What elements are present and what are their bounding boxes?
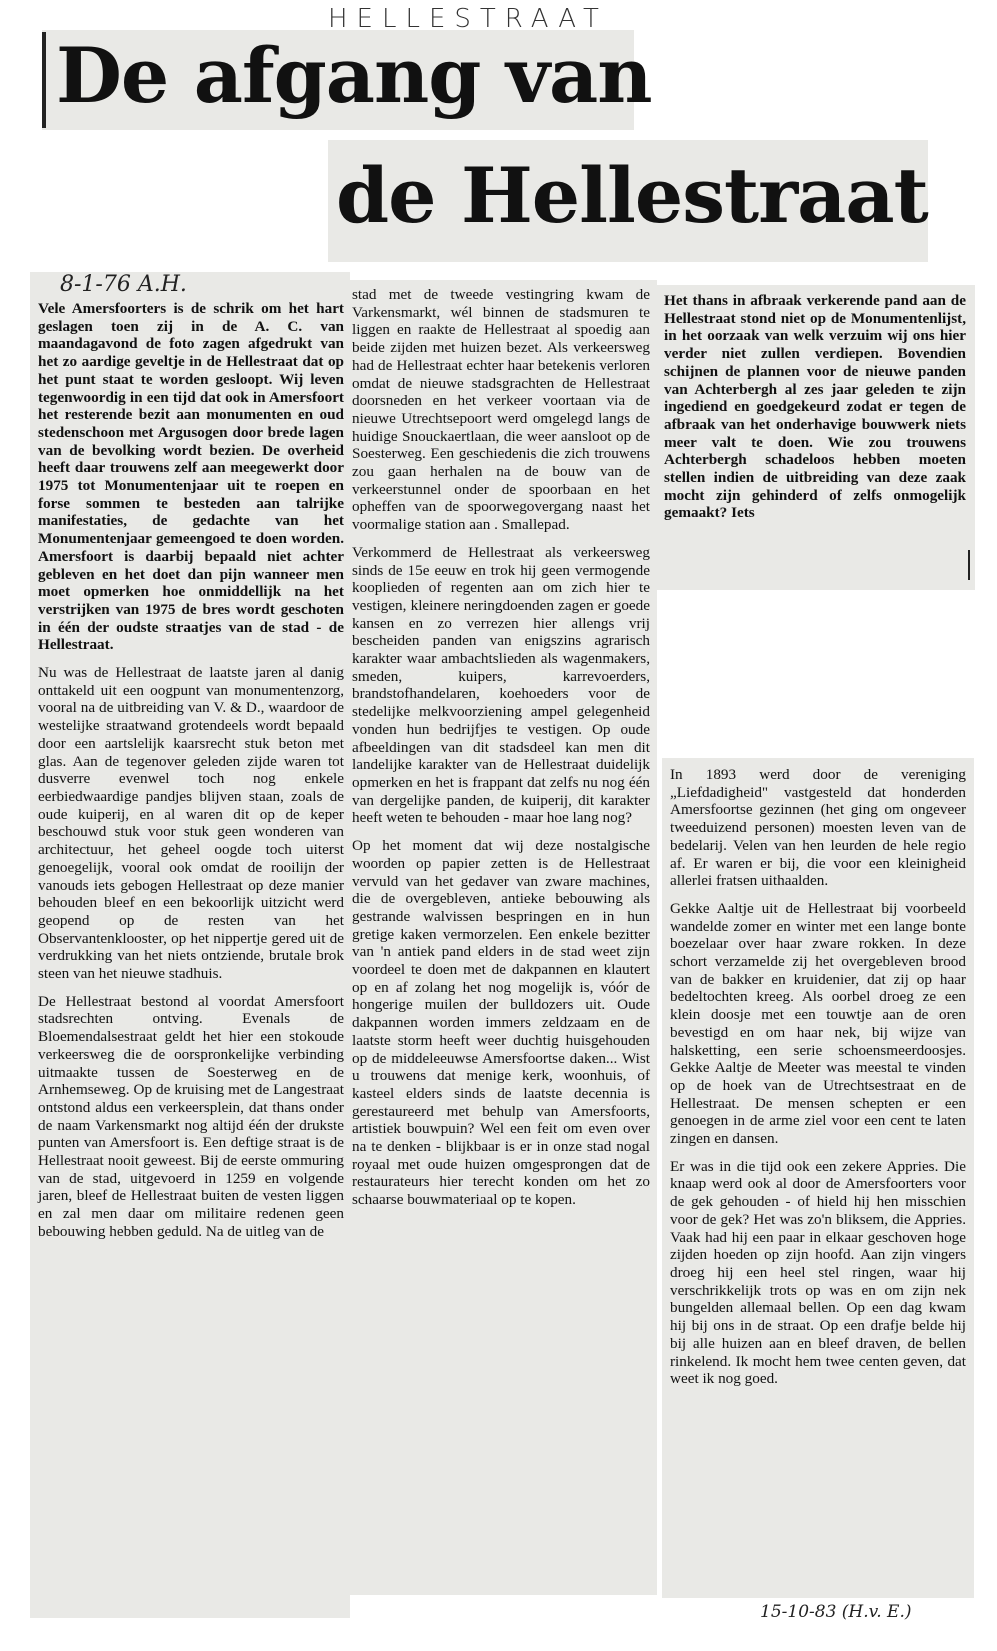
column1-paragraph: Nu was de Hellestraat de laatste jaren al danig onttakeld uit een oogpunt van monumentenzorg, vooral na de uitbreiding van V. & D., waardoor de westelijke straatwand grotendeels wordt bepaald door een aartslelijk kaarsrecht stuk beton met glas. Aan de tegenover geleden zijde waren tot dusverre evenwel toch nog enkele eerbiedwaardige pandjes blijven staan, zoals de oude kuiperij, en al waren dit op de keper beschouwd stuk voor stuk geen wonderen van architectuur, het geheel oogde toch uiterst genoegelijk, vooral ook omdat de rooilijn der vanouds iets gebogen Hellestraat op deze manier behouden bleef en een bekoorlijk uitzicht werd geopend op de resten van het Observantenklooster, op het nippertje gered uit de verdrukking van het niets ontziende, brutale brok steen van het nieuwe stadhuis. [38, 664, 344, 983]
handwritten-title-note: HELLESTRAAT [328, 4, 608, 34]
column4-paragraph: In 1893 werd door de vereniging „Liefdadigheid" vastgesteld dat honderden Amersfoortse gezinnen (het ging om ongeveer tweeduizend personen) moesten leven van de bedelarij. Velen van hen leurden de hele regio af. Er waren er bij, die voor een kleinigheid allerlei fratsen uithaalden. [670, 766, 966, 890]
headline-line-1: De afgang van [56, 31, 652, 120]
headline-left-rule [42, 32, 46, 128]
column1-paragraph: Vele Amersfoorters is de schrik om het hart geslagen toen zij in de A. C. van maandagavond de foto zagen afgedrukt van het zo aardige geveltje in de Hellestraat dat op het punt staat te worden gesloopt. Wij leven tegenwoordig in een tijd dat ook in Amersfoort het resterende bezit aan monumenten en oud stedenschoon met Argusogen door brede lagen van de bevolking wordt bezien. De overheid heeft daar trouwens zelf aan meegewerkt door 1975 tot Monumentenjaar uit te roepen en forse sommen te besteden aan talrijke manifestaties, de gedachte van het Monumentenjaar gemeengoed te doen worden. Amersfoort is daarbij bepaald niet achter gebleven en het doet dan pijn wanneer men moet opmerken hoe onmiddellijk na het verstrijken van 1975 de bres wordt geschoten in één der oudste straatjes van de stad - de Hellestraat. [38, 300, 344, 654]
handwritten-date-bottom: 15-10-83 (H.v. E.) [760, 1602, 912, 1622]
column3-paragraph: Het thans in afbraak verkerende pand aan de Hellestraat stond niet op de Monumentenlijst, in het oorzaak van welk verzuim wij ons hier verder niet zullen verdiepen. Bovendien schijnen de plannen voor de nieuwe panden van Achterbergh al zes jaar geleden te zijn ingediend en goedgekeurd zodat er tegen de afbraak van het onderhavige bouwwerk niets meer valt te doen. Wie zou trouwens Achterbergh schadeloos hebben moeten stellen indien de uitbreiding van deze zaak mocht zijn gehinderd of zelfs onmogelijk gemaakt? Iets [664, 292, 966, 522]
headline-line-2: de Hellestraat [336, 151, 928, 240]
column3-end-mark [968, 550, 970, 580]
column2-paragraph: stad met de tweede vestingring kwam de Varkensmarkt, wél binnen de stadsmuren te liggen en raakte de Hellestraat al spoedig aan beide zijden met huizen bezet. Als verkeersweg had de Hellestraat echter haar betekenis verloren omdat de nieuwe stadsgrachten de Hellestraat doorsneden en het verkeer voortaan via de nieuwe Utrechtsepoort werd omgelegd langs de huidige Snouckaertlaan, die weer aansloot op de Soesterweg. Een geschiedenis die zich trouwens zou gaan herhalen na de bouw van de verkeerstunnel onder de spoorbaan en het opheffen van de spoorwegovergang naast het voormalige station aan . Smallepad. [352, 286, 650, 534]
handwritten-date-top: 8-1-76 A.H. [60, 272, 187, 297]
column4-paragraph: Gekke Aaltje uit de Hellestraat bij voorbeeld wandelde zomer en winter met een lange bonte boezelaar over haar zware rokken. In deze schort verzamelde zij het overgebleven brood van de bakker en kruidenier, dat zij op haar bedeltochten kreeg. Als oorbel droeg ze een klein doosje met een touwtje aan de oren bevestigd en om haar nek, bij wijze van halsketting, een serie schoensmeerdoosjes. Gekke Aaltje de Meeter was meestal te vinden op de hoek van de Utrechtsestraat en de Hellestraat. De mensen schepten er een genoegen in de arme ziel voor een cent te laten zingen en dansen. [670, 899, 966, 1148]
column-4 [670, 766, 966, 1388]
column-3 [664, 292, 966, 522]
column1-paragraph: De Hellestraat bestond al voordat Amersfoort stadsrechten ontving. Evenals de Bloemendalsestraat geldt het hier een stokoude verkeersweg die de oorspronkelijke verbinding uitmaakte tussen de Soesterweg en de Arnhemseweg. Op de kruising met de Langestraat ontstond aldus een verkeersplein, dat thans onder de naam Varkensmarkt nog altijd één der drukste punten van Amersfoort is. Een deftige straat is de Hellestraat nooit geweest. Bij de eerste ommuring van de stad, uitgevoerd in 1259 en volgende jaren, bleef de Hellestraat buiten de vesten liggen en zal men daar om militaire redenen geen bebouwing hebben geduld. Na de uitleg van de [38, 992, 344, 1240]
column-1 [38, 300, 344, 1241]
column4-paragraph: Er was in die tijd ook een zekere Appries. Die knaap werd ook al door de Amersfoorters voor de gek gehouden - of hield hij hen misschien voor de gek? Het was zo'n bliksem, die Appries. Vaak had hij een paar in elkaar geschoven hoge zijden hoeden op zijn hoofd. Aan zijn vingers droeg hij een heel stel ringen, waar hij verschrikkelijk trots op was en om zijn nek bungelden allemaal bellen. Op een dag kwam hij bij ons in de straat. Op een drafje belde hij bij alle huizen aan en bleef draven, de bellen rinkelend. Ik mocht hem twee centen geven, dat weet ik nog goed. [670, 1157, 966, 1388]
column-2 [352, 286, 650, 1209]
column2-paragraph: Verkommerd de Hellestraat als verkeersweg sinds de 15e eeuw en trok hij geen vermogende kooplieden of regenten aan om zich hier te vestigen, kleinere neringdoenden zagen er goede kansen en zo verrezen hier allengs vrij bescheiden panden van enigszins agrarisch karakter waar ambachtslieden als wagenmakers, smeden, kuipers, karrevoerders, brandstofhandelaren, koehoeders voor de stedelijke melkvoorziening ampel gelegenheid vonden hun bedrijfjes te vestigen. Op oude afbeeldingen van dit stadsdeel kan men dit landelijke karakter van de Hellestraat duidelijk opmerken en het is frappant dat zelfs nu nog één van dergelijke panden, de kuiperij, dit karakter heeft weten te behouden - maar hoe lang nog? [352, 543, 650, 827]
column2-paragraph: Op het moment dat wij deze nostalgische woorden op papier zetten is de Hellestraat vervuld van het gedaver van zware machines, die de overgebleven, antieke bebouwing als gestrande walvissen bespringen en in hun gretige kaken vermorzelen. Een enkele bezitter van 'n antiek pand elders in de stad weet zijn voordeel te doen met de dakpannen en klautert op en af zolang het nog mogelijk is, vóór de hongerige muilen der bulldozers uit. Oude dakpannen worden immers zeldzaam en de laatste storm heeft weer duchtig huisgehouden op de middeleeuwse Amersfoortse daken... Wist u trouwens dat menige kerk, woonhuis, of kasteel elders sinds de laatste decennia is gerestaureerd met behulp van Amersfoorts, artistiek bouwpuin? Wel een feit om even over na te denken - blijkbaar is er in onze stad nogal royaal met oude huizen omgesprongen dat de restaurateurs hier terecht konden om het zo schaarse bouwmateriaal op te kopen. [352, 837, 650, 1209]
